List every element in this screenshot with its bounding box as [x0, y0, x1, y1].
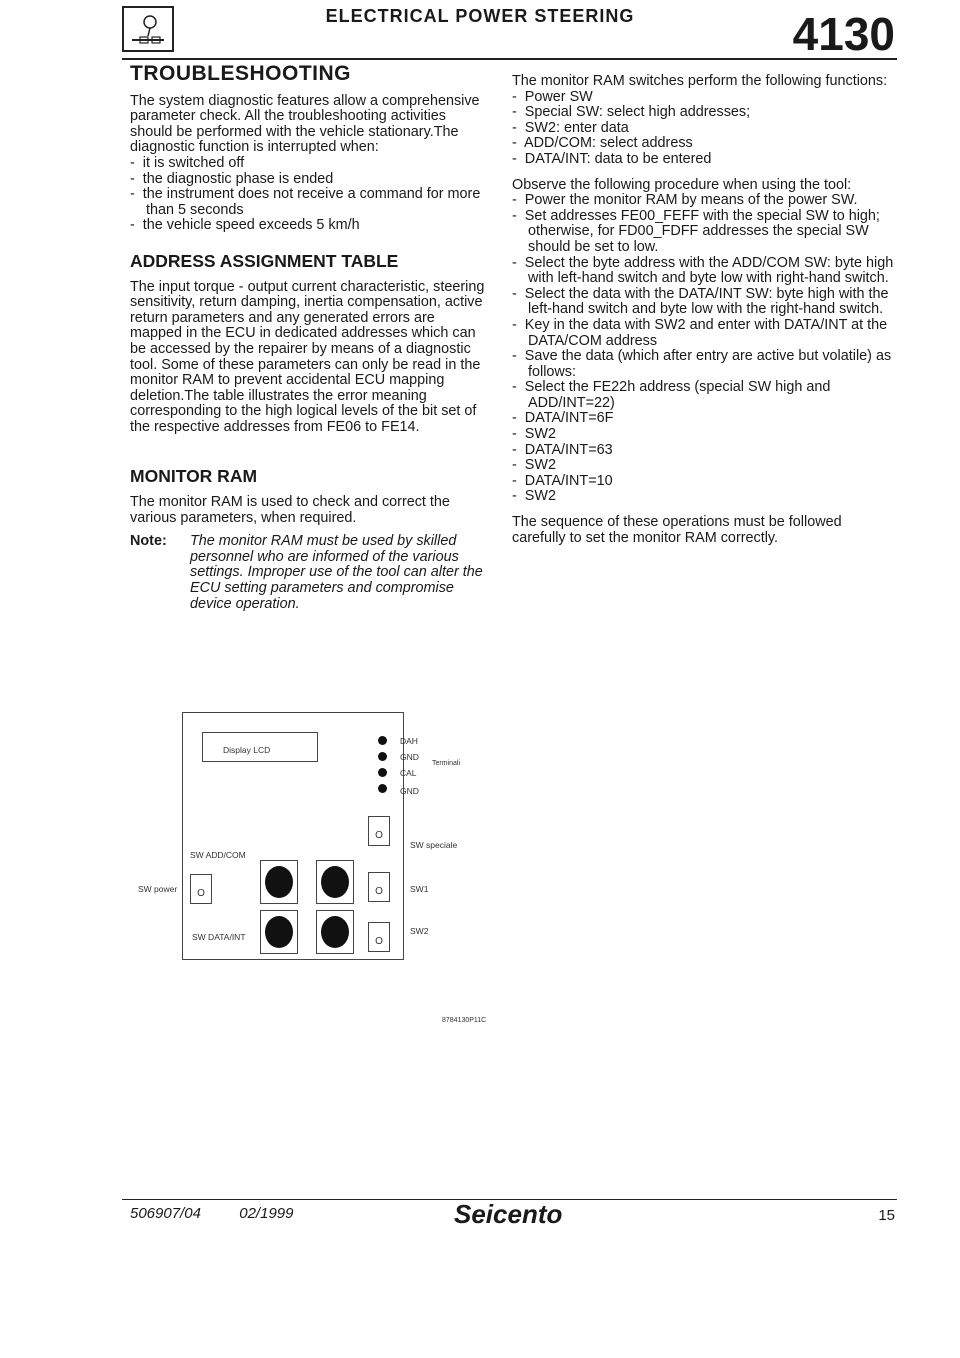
list-item: - it is switched off	[130, 156, 490, 172]
list-item: - DATA/INT=63	[512, 443, 897, 459]
monitor-ram-diagram	[120, 700, 520, 1040]
closing-paragraph: The sequence of these operations must be followed carefully to set the monitor RAM correctly.	[512, 514, 842, 546]
list-item: - Select the data with the DATA/INT SW: byte high with the left-hand switch and byte low with the right-hand switch.	[512, 287, 897, 318]
label-sw1: SW1	[410, 884, 429, 894]
list-item: - Select the FE22h address (special SW high and ADD/INT=22)	[512, 380, 897, 411]
procedure-steps	[512, 193, 897, 505]
list-item: - DATA/INT=10	[512, 474, 897, 490]
sw2-switch: O	[368, 922, 390, 952]
procedure-intro: Observe the following procedure when using the tool:	[512, 176, 852, 193]
list-item: - Select the byte address with the ADD/COM SW: byte high with left-hand switch and byte low with right-hand switch.	[512, 256, 897, 287]
special-switch: O	[368, 816, 390, 846]
document-reference	[130, 1205, 293, 1222]
list-item: - the vehicle speed exceeds 5 km/h	[130, 218, 490, 234]
document-number: 506907/04	[130, 1205, 201, 1222]
brand-logo: Seicento	[454, 1199, 563, 1229]
label-sw2: SW2	[410, 926, 429, 936]
sw1-switch: O	[368, 872, 390, 902]
page-title: ELECTRICAL POWER STEERING	[325, 6, 635, 26]
monitor-ram-heading: MONITOR RAM	[130, 466, 258, 487]
list-item: - the instrument does not receive a command for more than 5 seconds	[130, 187, 490, 218]
terminal-dot	[378, 736, 387, 745]
address-table-heading: ADDRESS ASSIGNMENT TABLE	[130, 250, 399, 271]
power-switch: O	[190, 874, 212, 904]
add-com-low-button	[316, 860, 354, 904]
label-sw-data-int: SW DATA/INT	[192, 932, 246, 942]
label-sw-speciale: SW speciale	[410, 840, 458, 850]
list-item: - SW2	[512, 458, 897, 474]
label-dah: DAH	[400, 736, 418, 746]
display-lcd: Display LCD	[202, 732, 318, 762]
note-label: Note:	[130, 533, 167, 550]
data-int-low-button	[316, 910, 354, 954]
list-item: - DATA/INT=6F	[512, 411, 897, 427]
figure-code: 8784130P11C	[442, 1017, 487, 1024]
add-com-high-button	[260, 860, 298, 904]
diagnostic-paragraph: The system diagnostic features allow a comprehensive parameter check. All the troubleshooting activities should be performed with the vehicle stationary.The diagnostic function is interrupted when:	[130, 92, 480, 156]
data-int-high-button	[260, 910, 298, 954]
terminal-dot	[378, 768, 387, 777]
document-date: 02/1999	[239, 1205, 294, 1222]
troubleshooting-heading: TROUBLESHOOTING	[130, 62, 351, 85]
list-item: - Key in the data with SW2 and enter with DATA/INT at the DATA/COM address	[512, 318, 897, 349]
list-item: - Special SW: select high addresses;	[512, 105, 897, 121]
list-item: - SW2	[512, 427, 897, 443]
list-item: - SW2: enter data	[512, 121, 897, 137]
terminal-dot	[378, 784, 387, 793]
label-gnd: GND	[400, 786, 419, 796]
list-item: - the diagnostic phase is ended	[130, 172, 490, 188]
list-item: - Set addresses FE00_FEFF with the special SW to high; otherwise, for FD00_FDFF addresses the special SW should be set to low.	[512, 209, 897, 256]
list-item: - DATA/INT: data to be entered	[512, 152, 897, 168]
note	[130, 534, 490, 612]
diagnostic-list	[130, 156, 490, 234]
section-code: 4130	[792, 8, 895, 60]
list-item: - Save the data (which after entry are active but volatile) as follows:	[512, 349, 897, 380]
left-column	[130, 62, 490, 612]
list-item: - Power SW	[512, 90, 897, 106]
address-paragraph: The input torque - output current characteristic, steering sensitivity, return damping, inertia compensation, active return parameters and any generated errors are mapped in the ECU in dedicated addresses which can be accessed by the repairer by means of a diagnostic tool. Some of these parameters can only be read in the monitor RAM to prevent accidental ECU mapping deletion.The table illustrates the error meaning corresponding to the high logical levels of the bit set of the respective addresses from FE06 to FE14.	[130, 278, 485, 435]
page-number: 15	[878, 1207, 895, 1224]
label-gnd: GND	[400, 752, 419, 762]
right-column	[512, 74, 897, 554]
list-item: - ADD/COM: select address	[512, 136, 897, 152]
functions-intro: The monitor RAM switches perform the following functions:	[512, 73, 888, 89]
label-terminals: Terminali	[432, 760, 461, 767]
monitor-paragraph: The monitor RAM is used to check and correct the various parameters, when required.	[130, 494, 450, 526]
list-item: - Power the monitor RAM by means of the power SW.	[512, 193, 897, 209]
note-text: The monitor RAM must be used by skilled personnel who are informed of the various settings. Improper use of the tool can alter the ECU setting parameters and compromise device operation.	[190, 533, 483, 612]
label-cal: CAL	[400, 768, 417, 778]
terminal-dot	[378, 752, 387, 761]
header-divider	[122, 58, 897, 60]
list-item: - SW2	[512, 489, 897, 505]
label-sw-add-com: SW ADD/COM	[190, 850, 246, 860]
functions-list	[512, 90, 897, 168]
label-sw-power: SW power	[138, 884, 178, 894]
